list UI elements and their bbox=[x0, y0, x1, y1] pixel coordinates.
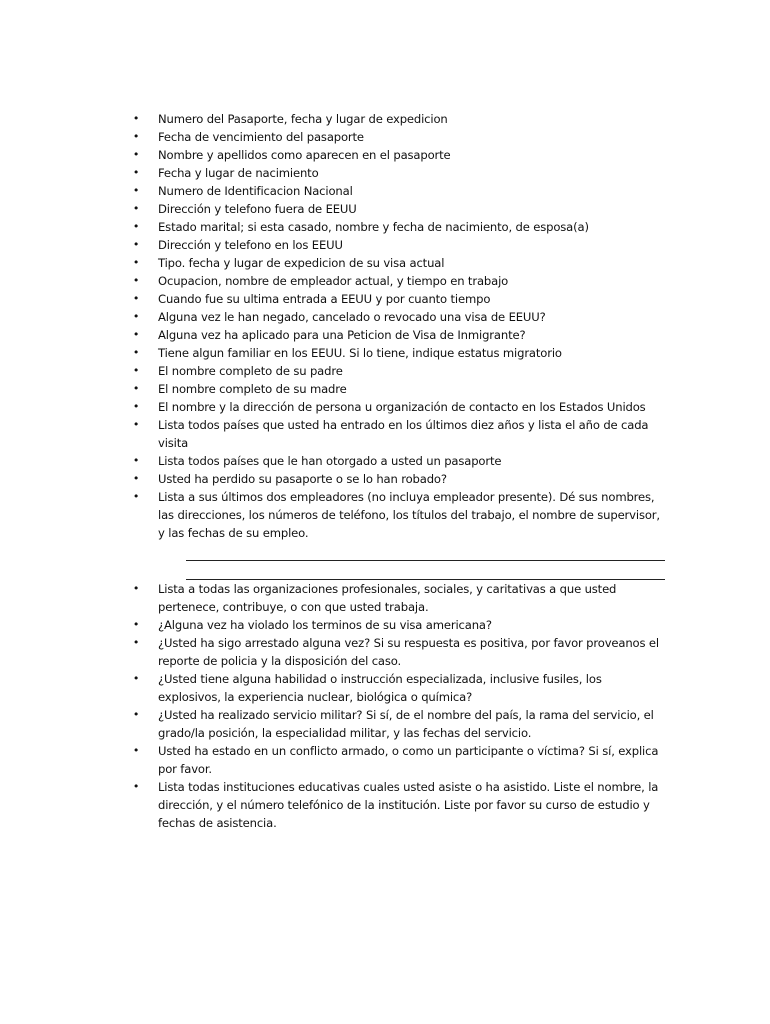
bullet: • bbox=[132, 112, 140, 125]
list-item bbox=[130, 110, 665, 128]
bullet: • bbox=[132, 636, 140, 649]
list-item bbox=[130, 706, 665, 742]
list-item-text: Tiene algun familiar en los EEUU. Si lo tiene, indique estatus migratorio bbox=[158, 346, 562, 360]
bullet: • bbox=[132, 400, 140, 413]
list-item bbox=[130, 580, 665, 616]
bullet: • bbox=[132, 292, 140, 305]
list-item bbox=[130, 488, 665, 580]
list-item-text: Lista a todas las organizaciones profesionales, sociales, y caritativas a que usted pertenece, contribuye, o con que usted trabaja. bbox=[158, 582, 617, 614]
requirements-list bbox=[130, 110, 665, 832]
list-item bbox=[130, 362, 665, 380]
list-item bbox=[130, 308, 665, 326]
list-item bbox=[130, 182, 665, 200]
bullet: • bbox=[132, 582, 140, 595]
list-item bbox=[130, 398, 665, 416]
list-item-text: El nombre y la dirección de persona u organización de contacto en los Estados Unidos bbox=[158, 400, 646, 414]
list-item-text: Nombre y apellidos como aparecen en el pasaporte bbox=[158, 148, 451, 162]
bullet: • bbox=[132, 672, 140, 685]
bullet: • bbox=[132, 184, 140, 197]
list-item-text: El nombre completo de su padre bbox=[158, 364, 343, 378]
list-item bbox=[130, 146, 665, 164]
list-item bbox=[130, 616, 665, 634]
list-item bbox=[130, 236, 665, 254]
bullet: • bbox=[132, 472, 140, 485]
list-item-text: Alguna vez le han negado, cancelado o revocado una visa de EEUU? bbox=[158, 310, 546, 324]
list-item bbox=[130, 778, 665, 832]
bullet: • bbox=[132, 328, 140, 341]
list-item bbox=[130, 164, 665, 182]
list-item bbox=[130, 344, 665, 362]
list-item bbox=[130, 634, 665, 670]
bullet: • bbox=[132, 708, 140, 721]
bullet: • bbox=[132, 780, 140, 793]
blank-line bbox=[186, 542, 665, 561]
bullet: • bbox=[132, 256, 140, 269]
bullet: • bbox=[132, 202, 140, 215]
list-item-text: Ocupacion, nombre de empleador actual, y tiempo en trabajo bbox=[158, 274, 509, 288]
list-item-text: Dirección y telefono en los EEUU bbox=[158, 238, 343, 252]
bullet: • bbox=[132, 454, 140, 467]
list-item-text: ¿Usted ha sigo arrestado alguna vez? Si su respuesta es positiva, por favor proveanos el reporte de policia y la disposición del caso. bbox=[158, 636, 659, 668]
list-item bbox=[130, 200, 665, 218]
bullet: • bbox=[132, 220, 140, 233]
list-item-text: Fecha de vencimiento del pasaporte bbox=[158, 130, 364, 144]
list-item bbox=[130, 416, 665, 452]
blank-line bbox=[186, 561, 665, 580]
list-item-text: ¿Usted tiene alguna habilidad o instrucción especializada, inclusive fusiles, los explosivos, la experiencia nuclear, biológica o química? bbox=[158, 672, 602, 704]
list-item-text: ¿Usted ha realizado servicio militar? Si sí, de el nombre del país, la rama del servicio, el grado/la posición, la especialidad militar, y las fechas del servicio. bbox=[158, 708, 654, 740]
list-item bbox=[130, 326, 665, 344]
list-item-text: Numero del Pasaporte, fecha y lugar de expedicion bbox=[158, 112, 448, 126]
list-item-text: ¿Alguna vez ha violado los terminos de su visa americana? bbox=[158, 618, 492, 632]
bullet: • bbox=[132, 310, 140, 323]
list-item-text: Lista a sus últimos dos empleadores (no incluya empleador presente). Dé sus nombres, las direcciones, los números de teléfono, los títulos del trabajo, el nombre de supervisor, y las fechas de su empleo. bbox=[158, 490, 660, 540]
list-item bbox=[130, 452, 665, 470]
list-item bbox=[130, 470, 665, 488]
list-item-text: Usted ha perdido su pasaporte o se lo han robado? bbox=[158, 472, 447, 486]
list-item-text: Fecha y lugar de nacimiento bbox=[158, 166, 319, 180]
list-item-text: Usted ha estado en un conflicto armado, o como un participante o víctima? Si sí, explica por favor. bbox=[158, 744, 659, 776]
bullet: • bbox=[132, 490, 140, 503]
list-item-text: Tipo. fecha y lugar de expedicion de su visa actual bbox=[158, 256, 445, 270]
list-item bbox=[130, 670, 665, 706]
list-item bbox=[130, 272, 665, 290]
bullet: • bbox=[132, 618, 140, 631]
bullet: • bbox=[132, 148, 140, 161]
bullet: • bbox=[132, 238, 140, 251]
list-item-text: Lista todos países que usted ha entrado en los últimos diez años y lista el año de cada visita bbox=[158, 418, 649, 450]
list-item-text: Dirección y telefono fuera de EEUU bbox=[158, 202, 357, 216]
list-item bbox=[130, 128, 665, 146]
bullet: • bbox=[132, 418, 140, 431]
list-item bbox=[130, 290, 665, 308]
list-item-text: Lista todos países que le han otorgado a usted un pasaporte bbox=[158, 454, 502, 468]
list-item-text: Numero de Identificacion Nacional bbox=[158, 184, 353, 198]
bullet: • bbox=[132, 382, 140, 395]
bullet: • bbox=[132, 364, 140, 377]
list-item bbox=[130, 742, 665, 778]
list-item-text: Cuando fue su ultima entrada a EEUU y por cuanto tiempo bbox=[158, 292, 491, 306]
list-item bbox=[130, 218, 665, 236]
list-item-text: Lista todas instituciones educativas cuales usted asiste o ha asistido. Liste el nombre, la dirección, y el número telefónico de la institución. Liste por favor su curso de estudio y fechas de asistencia. bbox=[158, 780, 659, 830]
list-item-text: Estado marital; si esta casado, nombre y fecha de nacimiento, de esposa(a) bbox=[158, 220, 589, 234]
list-item-text: El nombre completo de su madre bbox=[158, 382, 347, 396]
bullet: • bbox=[132, 274, 140, 287]
list-item bbox=[130, 254, 665, 272]
list-item bbox=[130, 380, 665, 398]
bullet: • bbox=[132, 130, 140, 143]
list-item-text: Alguna vez ha aplicado para una Peticion de Visa de Inmigrante? bbox=[158, 328, 526, 342]
bullet: • bbox=[132, 346, 140, 359]
bullet: • bbox=[132, 744, 140, 757]
bullet: • bbox=[132, 166, 140, 179]
